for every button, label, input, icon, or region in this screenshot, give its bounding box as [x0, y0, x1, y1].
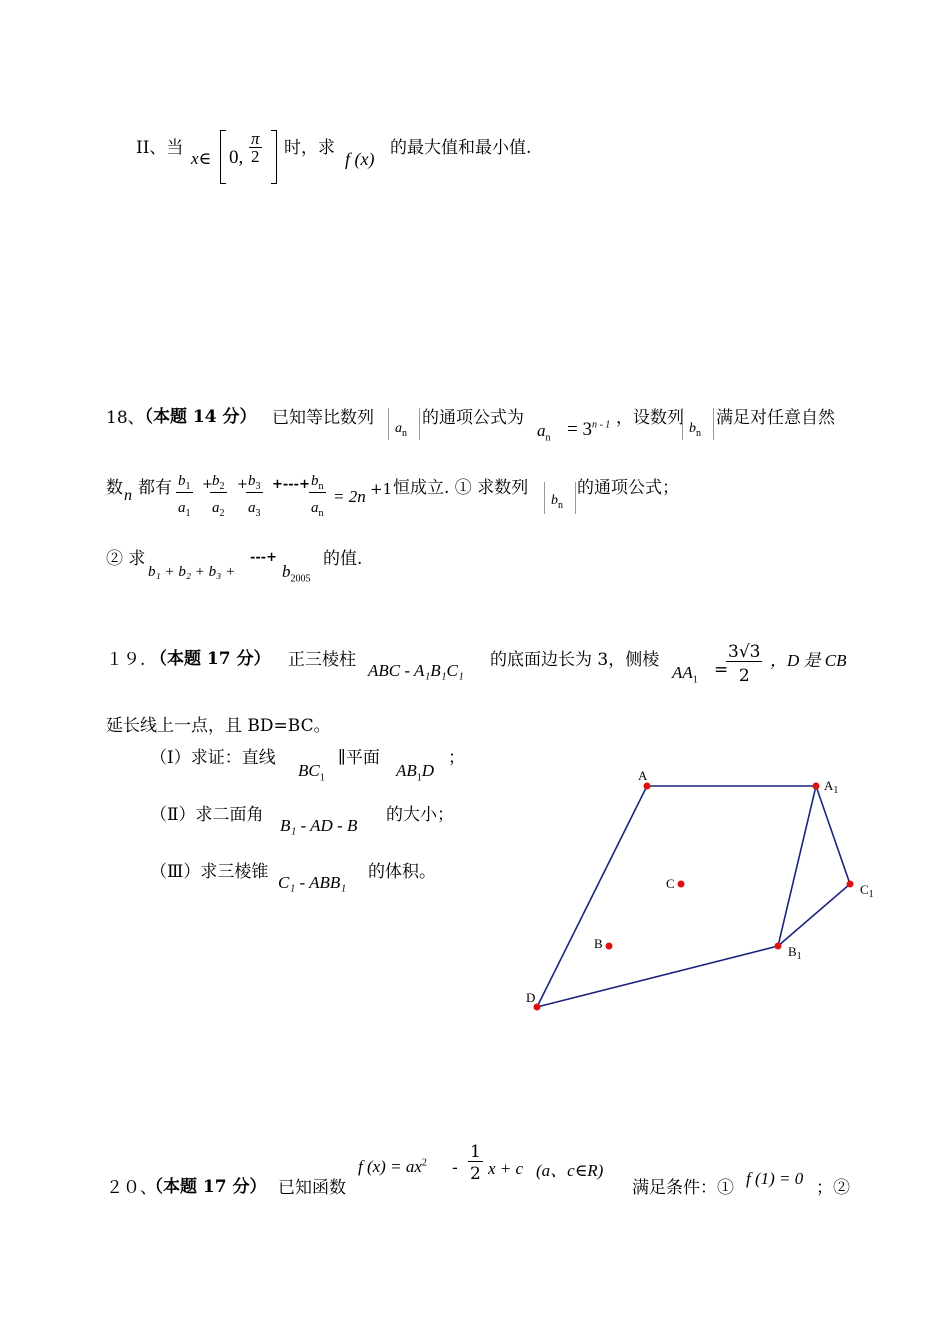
edge-a-d	[537, 786, 647, 1007]
q18-frac-1: $\frac{b_1}{a_1}$	[178, 473, 191, 519]
q18-plus-one: +1	[370, 480, 393, 498]
q19-part1-plane: $AB_1D$	[396, 761, 435, 784]
point-b	[606, 943, 613, 950]
q20-fraction	[468, 1144, 483, 1183]
q19-part3-expr: C₁ - ABB₁	[278, 873, 347, 892]
q18-line1-a: 已知等比数列	[272, 408, 374, 428]
edge-d-b1	[537, 946, 778, 1007]
label-b: B	[594, 936, 603, 951]
q18-line2-c: 恒成立. ① 求数列	[393, 478, 529, 498]
label-a: A	[638, 768, 648, 783]
q19-part1-a: （Ⅰ）求证：直线	[150, 748, 276, 768]
q18-number: 18、	[106, 408, 145, 428]
label-d: D	[526, 990, 536, 1005]
q19-prism: ABC - A₁B₁C₁	[368, 661, 464, 680]
q20-rest: x + c	[488, 1159, 524, 1178]
q19-part2-a: （Ⅱ）求二面角	[150, 805, 264, 825]
q18-line1-b: 的通项公式为	[422, 408, 524, 428]
q19-frac-num: 3√3	[728, 642, 761, 662]
interval-den: 2	[251, 147, 260, 166]
q19-points: （本题 17 分）	[150, 649, 271, 669]
interval-bracket-left	[220, 130, 226, 184]
point-b1	[775, 943, 782, 950]
q18-frac-3: $\frac{b_3}{a_3}$	[248, 473, 261, 519]
q19-line1-c: ，D 是 CB	[770, 651, 847, 670]
edge-c1-b1	[778, 884, 850, 946]
q18-sum-last: $b_{2005}$	[282, 562, 311, 585]
q20-number: ２０、	[106, 1178, 157, 1198]
q18-line3-a: ② 求	[106, 549, 146, 569]
edge-a1-c1	[816, 786, 850, 884]
q19-number: １９.	[106, 650, 146, 670]
q18-formula-rhs: = $3^{n - 1}$	[567, 419, 611, 440]
q19-line1	[106, 640, 866, 700]
q18-eq-rhs: = 2n	[333, 487, 366, 506]
q19-part2	[150, 803, 470, 843]
edge-a1-b1	[778, 786, 816, 946]
q18-plus-2: +	[237, 477, 248, 492]
q18-points: （本题 14 分）	[136, 407, 257, 427]
q20-frac-num: 1	[470, 1142, 481, 1162]
q19-aa1: $AA_1$	[672, 663, 698, 686]
prism-figure	[510, 760, 890, 1020]
point-c1	[847, 881, 854, 888]
q19-part3-a: （Ⅲ）求三棱锥	[150, 862, 269, 882]
label-b1: $B_1$	[788, 944, 802, 962]
q18-dots: +---+	[272, 477, 310, 492]
q18-line3	[106, 545, 506, 590]
q18-line2-d: 的通项公式；	[577, 478, 679, 498]
q20-line-b: 满足条件：①	[632, 1178, 734, 1198]
q20-cond1: f (1) = 0	[746, 1169, 804, 1188]
interval-num: π	[251, 129, 260, 148]
q18-frac-2: $\frac{b_2}{a_2}$	[212, 473, 225, 519]
q19-fraction	[726, 644, 762, 685]
q20-cond: (a、c∈R)	[536, 1161, 604, 1180]
q19-line1-a: 正三棱柱	[288, 650, 356, 670]
q18-sum-expr: b₁ + b₂ + b₃ +	[148, 564, 236, 580]
q19-part1-b: ∥平面	[338, 748, 380, 768]
q19-part1-end: ；	[448, 748, 465, 768]
q18-line2-b: 都有	[138, 478, 172, 498]
q18-frac-n: $\frac{b_n}{a_n}$	[311, 473, 324, 519]
point-a	[644, 783, 651, 790]
q18-line2	[106, 470, 866, 530]
interval-left: 0,	[229, 147, 244, 168]
q18-seq-b: $b_n$	[689, 421, 701, 439]
interval-bracket-right	[271, 130, 277, 184]
q19-part1-line: $BC_1$	[298, 761, 325, 784]
q19-part2-expr: B₁ - AD - B	[280, 816, 358, 835]
q18-line3-b: 的值.	[323, 549, 363, 569]
point-a1	[813, 783, 820, 790]
q19-part3	[150, 860, 470, 900]
q20-minus: -	[452, 1158, 458, 1178]
interval-fraction	[249, 130, 262, 165]
point-c	[678, 881, 685, 888]
figure-edges	[537, 786, 850, 1007]
label-a1: $A_1$	[824, 778, 839, 796]
q18-line1-c: ，设数列	[616, 408, 684, 428]
figure-points	[534, 783, 854, 1011]
q18-seq-a: $a_n$	[395, 421, 407, 439]
q19-line2: 延长线上一点，且 BD=BC。	[106, 716, 331, 736]
section-ii-condition: x∈	[191, 149, 212, 168]
q18-line1	[106, 400, 866, 450]
section-ii-func: f (x)	[345, 149, 375, 169]
q20-line-c: ；②	[816, 1178, 850, 1198]
section-ii-tail: 的最大值和最小值.	[390, 138, 532, 158]
q18-sum-dots: ---+	[250, 550, 278, 565]
section-ii-mid: 时，求	[284, 138, 335, 158]
q20-line	[106, 1142, 866, 1210]
q19-eq: =	[714, 660, 729, 680]
q18-line2-a: 数	[106, 478, 123, 498]
label-c1: $C_1$	[860, 882, 874, 900]
q18-formula-lhs: $a_n$	[537, 421, 551, 444]
q19-part1	[150, 746, 470, 786]
q20-line-a: 已知函数	[278, 1178, 346, 1198]
q18-line1-d: 满足对任意自然	[716, 408, 835, 428]
q19-frac-den: 2	[738, 666, 750, 686]
q19-part2-b: 的大小；	[386, 805, 454, 825]
q19-line1-b: 的底面边长为 3，侧棱	[490, 650, 660, 670]
label-c: C	[666, 876, 675, 891]
q20-func: f $(x) = ax^2$	[358, 1157, 427, 1176]
q18-var-n: n	[124, 487, 132, 504]
q20-frac-den: 2	[470, 1164, 481, 1184]
section-ii-label: II、当	[136, 138, 184, 158]
q20-points: （本题 17 分）	[146, 1177, 267, 1197]
q19-part3-b: 的体积。	[368, 862, 436, 882]
q18-plus-1: +	[202, 477, 213, 492]
q18-seq-b2: $b_n$	[551, 493, 563, 511]
